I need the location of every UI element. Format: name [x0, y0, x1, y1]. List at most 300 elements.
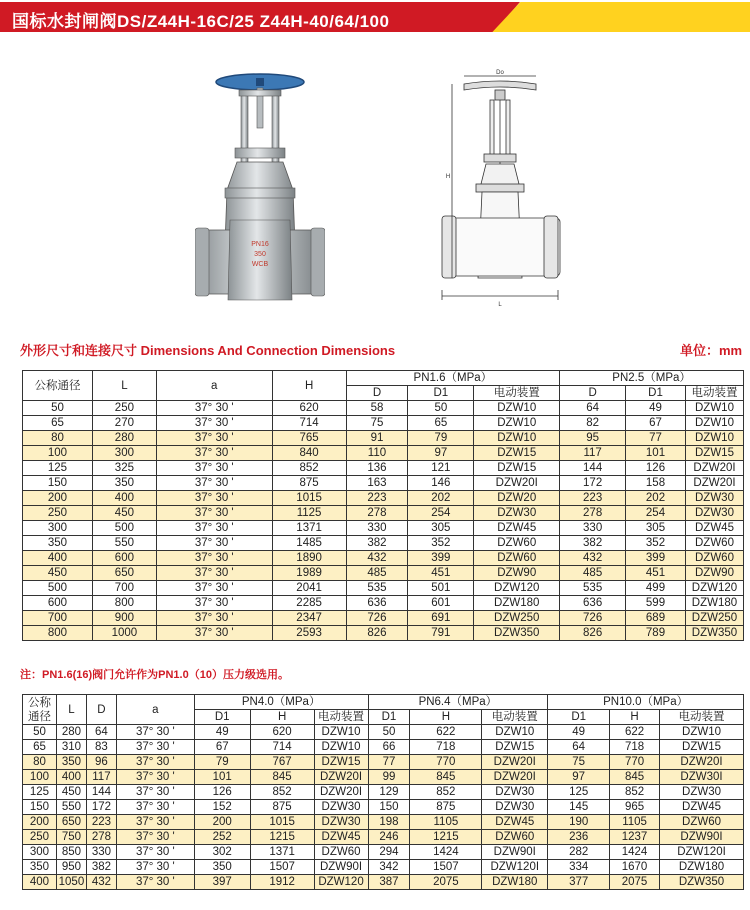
table-cell: 950: [56, 860, 86, 875]
table-cell: 99: [368, 770, 410, 785]
table-cell: 350: [92, 476, 156, 491]
table-cell: DZW60: [660, 815, 744, 830]
table-cell: 485: [346, 566, 408, 581]
table-cell: DZW15: [314, 755, 368, 770]
table-cell: DZW120: [314, 875, 368, 890]
table-cell: 599: [626, 596, 686, 611]
table-cell: 305: [408, 521, 474, 536]
table-cell: DZW60: [314, 845, 368, 860]
table-cell: 77: [368, 755, 410, 770]
table-cell: 700: [23, 611, 93, 626]
table-cell: 223: [560, 491, 626, 506]
table-cell: 852: [250, 785, 314, 800]
table-row: [23, 770, 744, 785]
subheader: D1: [194, 710, 250, 725]
table-cell: DZW250: [685, 611, 743, 626]
table-cell: 620: [272, 401, 346, 416]
table-cell: 650: [92, 566, 156, 581]
table-cell: 800: [23, 626, 93, 641]
table-cell: DZW350: [474, 626, 560, 641]
table-cell: DZW60: [474, 551, 560, 566]
table-cell: 300: [23, 521, 93, 536]
table-row: [23, 461, 744, 476]
table-cell: 96: [86, 755, 116, 770]
table-cell: 432: [560, 551, 626, 566]
table-cell: 254: [626, 506, 686, 521]
table-cell: 450: [56, 785, 86, 800]
table-cell: DZW10: [474, 401, 560, 416]
table-cell: 1371: [272, 521, 346, 536]
table-cell: 172: [560, 476, 626, 491]
table-row: [23, 611, 744, 626]
table-cell: 330: [346, 521, 408, 536]
table-cell: DZW180: [482, 875, 548, 890]
table-cell: 125: [23, 461, 93, 476]
table-row: [23, 431, 744, 446]
dimensions-table-pn40-pn100: [22, 694, 744, 890]
table-cell: 850: [56, 845, 86, 860]
table-cell: 1015: [250, 815, 314, 830]
table-cell: 302: [194, 845, 250, 860]
table-cell: 37° 30 ': [156, 566, 272, 581]
table-cell: 622: [610, 725, 660, 740]
table-cell: 330: [560, 521, 626, 536]
table-cell: 770: [410, 755, 482, 770]
table-cell: 350: [194, 860, 250, 875]
table-cell: 79: [194, 755, 250, 770]
table-cell: 400: [92, 491, 156, 506]
table-cell: 126: [194, 785, 250, 800]
table-cell: 451: [408, 566, 474, 581]
section-title: 外形尺寸和连接尺寸 Dimensions And Connection Dimensions: [20, 343, 396, 358]
header-pn25: PN2.5（MPa）: [560, 371, 744, 386]
table-cell: 278: [560, 506, 626, 521]
table-cell: 67: [194, 740, 250, 755]
table-cell: 767: [250, 755, 314, 770]
table-cell: 58: [346, 401, 408, 416]
table-row: [23, 401, 744, 416]
table-cell: 1670: [610, 860, 660, 875]
table-cell: 117: [86, 770, 116, 785]
table-cell: 37° 30 ': [156, 536, 272, 551]
table-cell: 450: [92, 506, 156, 521]
table-cell: 100: [23, 770, 57, 785]
table-cell: DZW30: [685, 506, 743, 521]
table-cell: 252: [194, 830, 250, 845]
table-cell: 146: [408, 476, 474, 491]
table-cell: 2041: [272, 581, 346, 596]
table-row: [23, 830, 744, 845]
table-cell: 550: [56, 800, 86, 815]
table-row: [23, 875, 744, 890]
table-cell: 1105: [610, 815, 660, 830]
table-cell: 37° 30 ': [116, 740, 194, 755]
table-cell: DZW10: [314, 740, 368, 755]
table-cell: 726: [346, 611, 408, 626]
title-banner: [0, 2, 750, 32]
table-cell: 900: [92, 611, 156, 626]
table-cell: DZW180: [474, 596, 560, 611]
subheader: 电动装置: [474, 386, 560, 401]
table-cell: DZW10: [474, 431, 560, 446]
table-cell: 280: [92, 431, 156, 446]
table-row: [23, 536, 744, 551]
table-cell: 600: [23, 596, 93, 611]
table-cell: 601: [408, 596, 474, 611]
table-cell: 37° 30 ': [156, 416, 272, 431]
subheader: 电动装置: [482, 710, 548, 725]
drawing-label-l: L: [498, 302, 502, 308]
table-cell: 95: [560, 431, 626, 446]
table-cell: DZW90: [474, 566, 560, 581]
table-cell: 294: [368, 845, 410, 860]
header-pn100: PN10.0（MPa）: [548, 695, 744, 710]
table-cell: 37° 30 ': [116, 770, 194, 785]
dimensions-table-pn16-pn25: [22, 370, 744, 641]
table-cell: 75: [548, 755, 610, 770]
subheader: H: [610, 710, 660, 725]
subheader: D1: [626, 386, 686, 401]
table-row: [23, 551, 744, 566]
table-cell: 50: [23, 401, 93, 416]
table-cell: 152: [194, 800, 250, 815]
table-cell: 622: [410, 725, 482, 740]
table-cell: 37° 30 ': [156, 476, 272, 491]
table-cell: 1215: [410, 830, 482, 845]
table-cell: 125: [548, 785, 610, 800]
table-cell: DZW10: [685, 431, 743, 446]
table-cell: 79: [408, 431, 474, 446]
table-cell: 350: [23, 536, 93, 551]
table-cell: 334: [548, 860, 610, 875]
table-cell: 845: [610, 770, 660, 785]
table-cell: 1485: [272, 536, 346, 551]
table-cell: 125: [23, 785, 57, 800]
table-cell: DZW20I: [685, 476, 743, 491]
table-cell: DZW20I: [474, 476, 560, 491]
subheader: D1: [548, 710, 610, 725]
table-cell: DZW20I: [482, 755, 548, 770]
table-cell: 600: [92, 551, 156, 566]
table-cell: 399: [408, 551, 474, 566]
valve-photo: [195, 70, 325, 310]
table-cell: DZW15: [474, 446, 560, 461]
table1-body: [23, 401, 744, 641]
table-cell: 250: [92, 401, 156, 416]
table-cell: 83: [86, 740, 116, 755]
table-cell: 499: [626, 581, 686, 596]
table-cell: 163: [346, 476, 408, 491]
table-cell: DZW10: [660, 725, 744, 740]
table-cell: 37° 30 ': [156, 461, 272, 476]
table-cell: 726: [560, 611, 626, 626]
table-cell: DZW20I: [314, 770, 368, 785]
table-row: [23, 566, 744, 581]
table-row: [23, 476, 744, 491]
table-cell: 400: [23, 551, 93, 566]
valve-marking-material: WCB: [251, 261, 269, 268]
table-cell: DZW45: [314, 830, 368, 845]
table-row: [23, 596, 744, 611]
table-row: [23, 740, 744, 755]
subheader: 电动装置: [685, 386, 743, 401]
table-cell: DZW250: [474, 611, 560, 626]
table-cell: 150: [368, 800, 410, 815]
table-cell: 1050: [56, 875, 86, 890]
subheader: 电动装置: [660, 710, 744, 725]
table-cell: 845: [250, 770, 314, 785]
table-cell: 250: [23, 506, 93, 521]
table-cell: 387: [368, 875, 410, 890]
table-cell: 65: [23, 740, 57, 755]
table-cell: 2075: [610, 875, 660, 890]
table-cell: 500: [23, 581, 93, 596]
table-cell: 37° 30 ': [156, 431, 272, 446]
table-cell: 342: [368, 860, 410, 875]
table-cell: 325: [92, 461, 156, 476]
table-cell: DZW10: [685, 401, 743, 416]
table-cell: 254: [408, 506, 474, 521]
table-cell: DZW30: [474, 506, 560, 521]
subheader: D1: [368, 710, 410, 725]
table-cell: 352: [408, 536, 474, 551]
table-cell: DZW30: [482, 800, 548, 815]
table-cell: 1000: [92, 626, 156, 641]
table-cell: 1371: [250, 845, 314, 860]
table-cell: 101: [194, 770, 250, 785]
table-cell: DZW30: [314, 815, 368, 830]
table-cell: 190: [548, 815, 610, 830]
table-cell: 172: [86, 800, 116, 815]
table-cell: 37° 30 ': [116, 845, 194, 860]
table-cell: 80: [23, 431, 93, 446]
table-cell: DZW120: [474, 581, 560, 596]
table-cell: DZW30: [660, 785, 744, 800]
table-cell: DZW30: [685, 491, 743, 506]
table-cell: 64: [86, 725, 116, 740]
table-cell: 800: [92, 596, 156, 611]
table-cell: 765: [272, 431, 346, 446]
table-cell: 202: [626, 491, 686, 506]
table-cell: 75: [346, 416, 408, 431]
table-cell: 1424: [610, 845, 660, 860]
table-cell: 1912: [250, 875, 314, 890]
table-cell: 718: [610, 740, 660, 755]
table-cell: DZW10: [685, 416, 743, 431]
table-cell: 246: [368, 830, 410, 845]
table-cell: 397: [194, 875, 250, 890]
table-cell: 550: [92, 536, 156, 551]
table-cell: 826: [346, 626, 408, 641]
table-cell: 37° 30 ': [156, 506, 272, 521]
table-cell: DZW10: [314, 725, 368, 740]
table-cell: DZW15: [482, 740, 548, 755]
header-pn64: PN6.4（MPa）: [368, 695, 548, 710]
table-cell: 2347: [272, 611, 346, 626]
table-cell: 236: [548, 830, 610, 845]
table-cell: 875: [272, 476, 346, 491]
table-cell: 535: [560, 581, 626, 596]
table-cell: 136: [346, 461, 408, 476]
table-cell: 382: [346, 536, 408, 551]
table-cell: DZW90I: [660, 830, 744, 845]
table-cell: 382: [86, 860, 116, 875]
table-cell: 845: [410, 770, 482, 785]
table-cell: DZW90I: [482, 845, 548, 860]
table-cell: 121: [408, 461, 474, 476]
table-cell: DZW15: [685, 446, 743, 461]
table-cell: DZW20: [474, 491, 560, 506]
table-cell: 100: [23, 446, 93, 461]
unit-label: 单位：mm: [680, 343, 743, 358]
header-pn16: PN1.6（MPa）: [346, 371, 560, 386]
table-cell: 352: [626, 536, 686, 551]
table-cell: 377: [548, 875, 610, 890]
table-cell: 1237: [610, 830, 660, 845]
table-cell: 1105: [410, 815, 482, 830]
table-cell: 1125: [272, 506, 346, 521]
table-row: [23, 626, 744, 641]
table-cell: 91: [346, 431, 408, 446]
table-cell: 636: [346, 596, 408, 611]
header-nominal-diameter: 公称通径: [23, 371, 93, 401]
table-cell: 650: [56, 815, 86, 830]
subheader: 电动装置: [314, 710, 368, 725]
table-cell: 2075: [410, 875, 482, 890]
table-cell: 500: [92, 521, 156, 536]
table-cell: 451: [626, 566, 686, 581]
table-cell: 875: [250, 800, 314, 815]
table-cell: DZW20I: [660, 755, 744, 770]
table-cell: 535: [346, 581, 408, 596]
table-cell: 198: [368, 815, 410, 830]
table-cell: 223: [86, 815, 116, 830]
note: 注：PN1.6(16)阀门允许作为PN1.0（10）压力级选用。: [20, 669, 289, 681]
table-cell: 101: [626, 446, 686, 461]
table-cell: DZW20I: [685, 461, 743, 476]
subheader: D: [560, 386, 626, 401]
table-cell: DZW10: [474, 416, 560, 431]
table-cell: DZW180: [660, 860, 744, 875]
table-cell: 965: [610, 800, 660, 815]
table-cell: 330: [86, 845, 116, 860]
table-cell: 65: [23, 416, 93, 431]
subheader: H: [410, 710, 482, 725]
table-cell: 450: [23, 566, 93, 581]
table-cell: 1890: [272, 551, 346, 566]
page-title: 国标水封闸阀DS/Z44H-16C/25 Z44H-40/64/100: [12, 12, 390, 31]
table-cell: 826: [560, 626, 626, 641]
table-cell: DZW20I: [314, 785, 368, 800]
table-cell: 750: [56, 830, 86, 845]
table-cell: 129: [368, 785, 410, 800]
header-a: a: [156, 371, 272, 401]
table-cell: 350: [56, 755, 86, 770]
table-row: [23, 755, 744, 770]
table-cell: 37° 30 ': [116, 815, 194, 830]
table-row: [23, 785, 744, 800]
valve-marking-pn: PN16: [251, 241, 269, 248]
table-cell: 80: [23, 755, 57, 770]
table-cell: DZW45: [474, 521, 560, 536]
table-cell: 689: [626, 611, 686, 626]
table-cell: 300: [23, 845, 57, 860]
table-cell: 37° 30 ': [156, 611, 272, 626]
table-cell: DZW120I: [482, 860, 548, 875]
table-cell: 77: [626, 431, 686, 446]
table-cell: 37° 30 ': [156, 596, 272, 611]
table-cell: 1424: [410, 845, 482, 860]
drawing-label-h: H: [445, 174, 451, 180]
table-cell: DZW20I: [482, 770, 548, 785]
table-cell: DZW120I: [660, 845, 744, 860]
table-cell: DZW30I: [660, 770, 744, 785]
table-row: [23, 521, 744, 536]
table-cell: 791: [408, 626, 474, 641]
table-cell: 485: [560, 566, 626, 581]
table-cell: 49: [548, 725, 610, 740]
header-pn40: PN4.0（MPa）: [194, 695, 368, 710]
valve-drawing: [440, 68, 570, 318]
table-row: [23, 506, 744, 521]
table-cell: 82: [560, 416, 626, 431]
table-cell: 144: [86, 785, 116, 800]
table-cell: DZW15: [474, 461, 560, 476]
table-cell: DZW15: [660, 740, 744, 755]
table-cell: 37° 30 ': [156, 401, 272, 416]
table-cell: 691: [408, 611, 474, 626]
table-cell: DZW90: [685, 566, 743, 581]
table-cell: DZW10: [482, 725, 548, 740]
table-cell: 200: [23, 815, 57, 830]
table-cell: 399: [626, 551, 686, 566]
header-nominal-diameter: 公称 通径: [23, 695, 57, 725]
table-row: [23, 581, 744, 596]
table-cell: 37° 30 ': [116, 860, 194, 875]
table-cell: DZW60: [474, 536, 560, 551]
table-cell: DZW180: [685, 596, 743, 611]
table-cell: 37° 30 ': [116, 830, 194, 845]
subheader: H: [250, 710, 314, 725]
table-cell: DZW60: [685, 551, 743, 566]
drawing-label-do: Do: [496, 70, 504, 76]
table-cell: 37° 30 ': [116, 785, 194, 800]
table-cell: 150: [23, 800, 57, 815]
table-cell: 66: [368, 740, 410, 755]
table-cell: 37° 30 ': [116, 875, 194, 890]
table-cell: 64: [548, 740, 610, 755]
table-cell: 223: [346, 491, 408, 506]
table-cell: 37° 30 ': [156, 446, 272, 461]
table-cell: 852: [610, 785, 660, 800]
table-cell: 714: [250, 740, 314, 755]
table-cell: 200: [194, 815, 250, 830]
table-cell: 117: [560, 446, 626, 461]
table-cell: 37° 30 ': [116, 725, 194, 740]
table-cell: 400: [56, 770, 86, 785]
table-cell: 282: [548, 845, 610, 860]
table-cell: 200: [23, 491, 93, 506]
table-cell: DZW120: [685, 581, 743, 596]
table-cell: 501: [408, 581, 474, 596]
table-row: [23, 725, 744, 740]
table-cell: 852: [410, 785, 482, 800]
table-cell: 1507: [410, 860, 482, 875]
table2-body: [23, 725, 744, 890]
table-cell: 300: [92, 446, 156, 461]
table-cell: DZW350: [685, 626, 743, 641]
table-cell: 37° 30 ': [156, 521, 272, 536]
